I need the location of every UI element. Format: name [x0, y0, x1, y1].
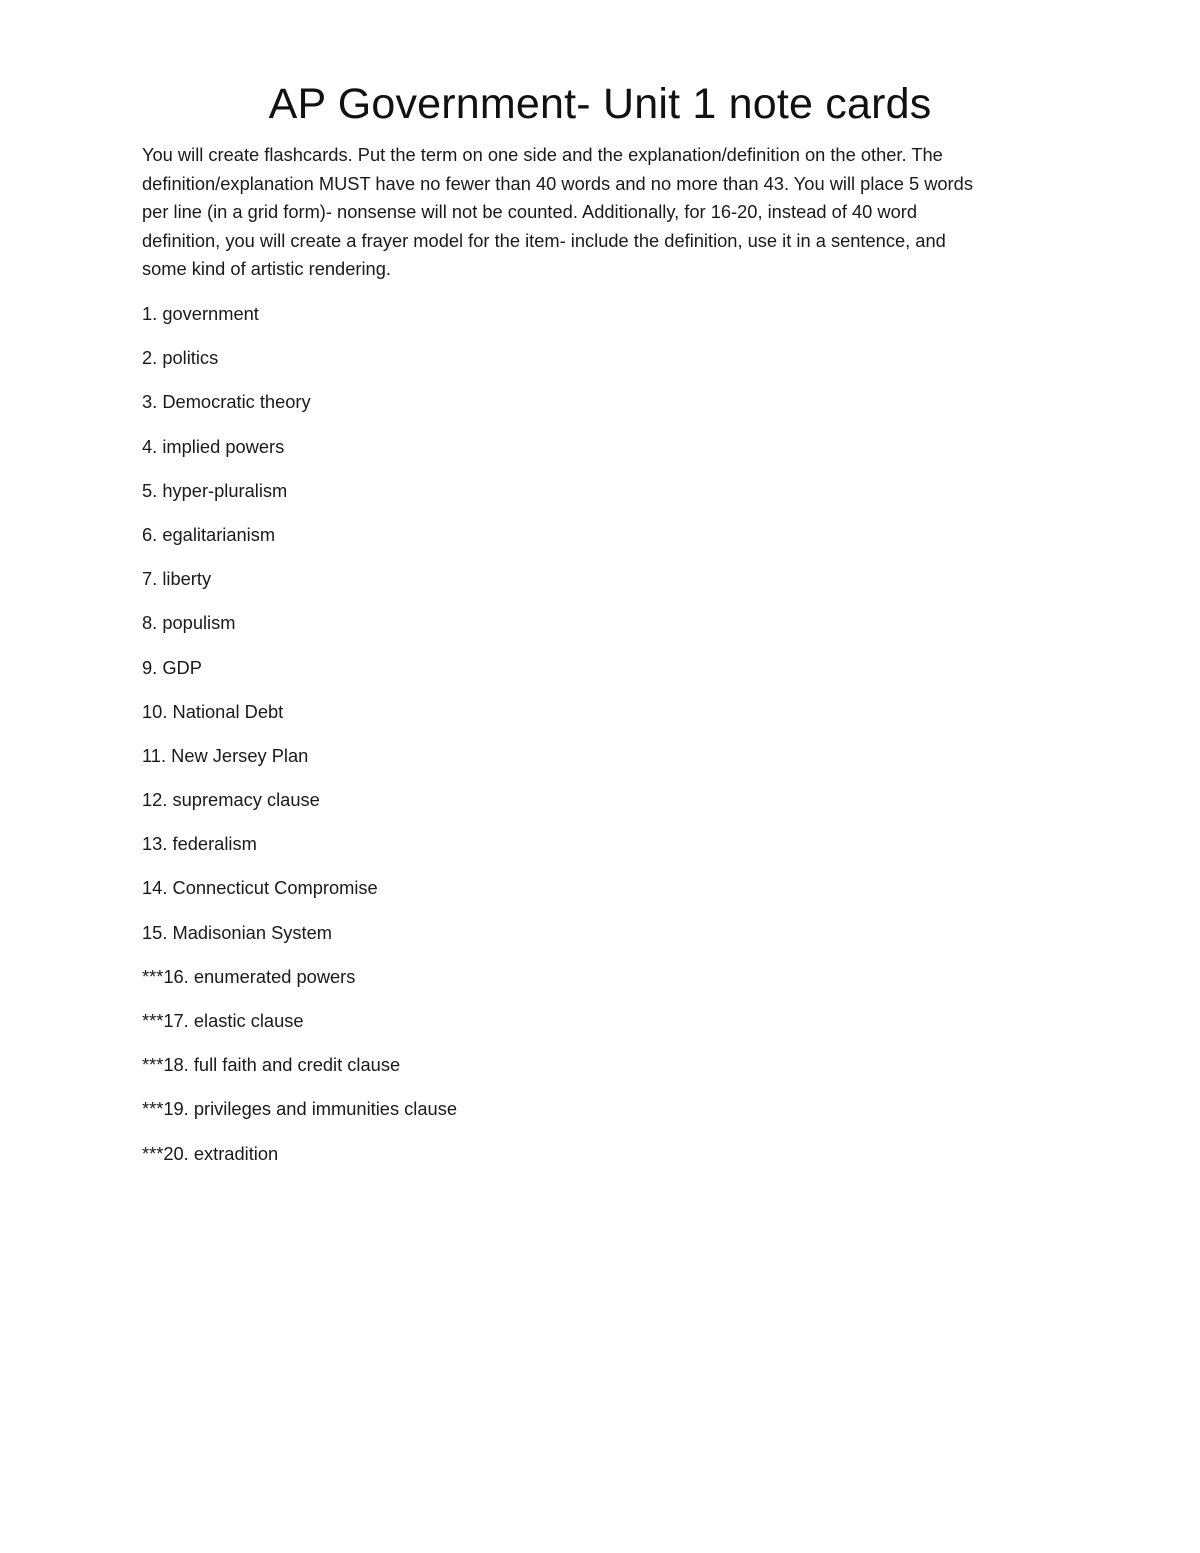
term-item: 8. populism — [142, 612, 236, 634]
instructions-line: definition, you will create a frayer model for the item- include the definition, use it in a sentence, and — [142, 229, 946, 251]
term-item: 5. hyper-pluralism — [142, 479, 288, 501]
term-item: 13. federalism — [142, 833, 257, 855]
term-item: 2. politics — [142, 347, 219, 369]
instructions-line: some kind of artistic rendering. — [142, 258, 391, 279]
term-item: ***19. privileges and immunities clause — [142, 1098, 458, 1120]
instructions-line: You will create flashcards. Put the term on one side and the explanation/definition on the other. The — [142, 144, 943, 165]
term-item: 14. Connecticut Compromise — [142, 877, 378, 899]
instructions-paragraph — [142, 141, 1062, 284]
instructions-line: per line (in a grid form)- nonsense will not be counted. Additionally, for 16-20, instead of 40 word — [142, 201, 918, 222]
term-item: 10. National Debt — [142, 700, 284, 722]
instructions-line: definition/explanation MUST have no fewer than 40 words and no more than 43. You will place 5 words — [142, 172, 973, 194]
term-item: 12. supremacy clause — [142, 789, 320, 811]
document-title: AP Government- Unit 1 note cards — [268, 80, 932, 128]
term-item: 11. New Jersey Plan — [142, 744, 309, 766]
term-item: ***20. extradition — [142, 1142, 279, 1164]
term-item: ***18. full faith and credit clause — [142, 1054, 401, 1076]
term-item: ***16. enumerated powers — [142, 965, 356, 987]
term-list — [142, 299, 457, 1183]
term-item: 7. liberty — [142, 568, 212, 590]
term-item: ***17. elastic clause — [142, 1010, 304, 1031]
term-item: 4. implied powers — [142, 435, 285, 457]
term-item: 1. government — [142, 303, 259, 324]
term-item: 3. Democratic theory — [142, 391, 311, 413]
term-item: 15. Madisonian System — [142, 921, 333, 943]
term-item: 6. egalitarianism — [142, 523, 276, 545]
term-item: 9. GDP — [142, 656, 202, 678]
